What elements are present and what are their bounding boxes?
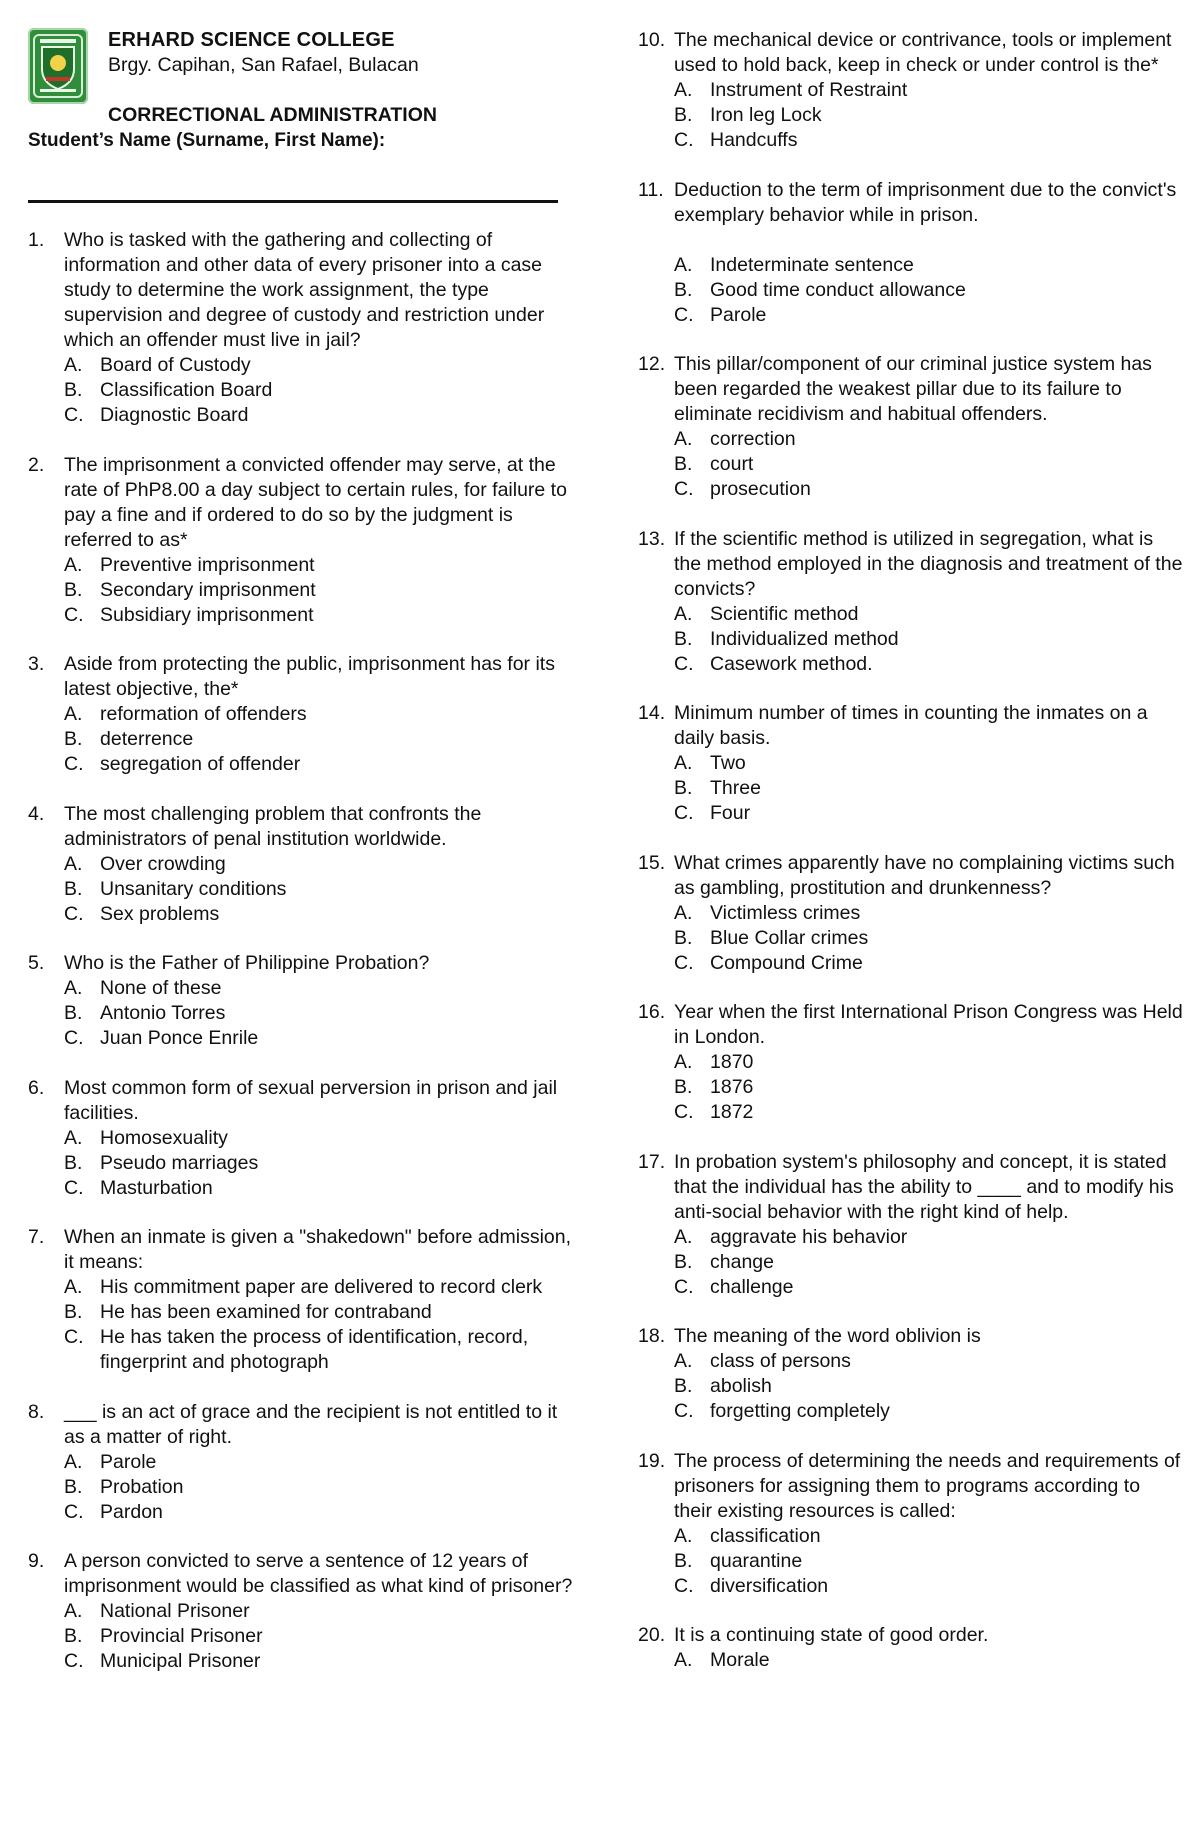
choice-text: Casework method. bbox=[710, 652, 873, 675]
choice-text: Individualized method bbox=[710, 627, 899, 650]
question-number: 3. bbox=[28, 653, 45, 675]
choice-text: Sex problems bbox=[100, 902, 220, 925]
question-number: 10. bbox=[638, 29, 666, 51]
answer-choice[interactable] bbox=[28, 1151, 573, 1176]
question-text: When an inmate is given a "shakedown" before admission, it means: bbox=[64, 1226, 572, 1273]
question-item bbox=[638, 1623, 1183, 1673]
question-stem bbox=[638, 1000, 1183, 1050]
choice-letter: B. bbox=[64, 1002, 83, 1024]
question-item bbox=[638, 527, 1183, 677]
answer-choice[interactable] bbox=[28, 553, 573, 578]
choice-letter: A. bbox=[674, 1649, 693, 1671]
choice-letter: C. bbox=[64, 1027, 84, 1049]
choice-text: Masturbation bbox=[100, 1176, 213, 1199]
answer-choice[interactable] bbox=[638, 901, 1183, 926]
choice-text: Three bbox=[710, 777, 761, 799]
answer-choice[interactable] bbox=[638, 477, 1183, 502]
question-number: 5. bbox=[28, 952, 45, 974]
question-number: 18. bbox=[638, 1325, 666, 1347]
choice-letter: A. bbox=[674, 1524, 693, 1547]
choice-text: 1870 bbox=[710, 1051, 754, 1073]
question-item bbox=[638, 701, 1183, 826]
choice-letter: A. bbox=[674, 79, 693, 101]
choice-text: Probation bbox=[100, 1475, 184, 1498]
choice-letter: B. bbox=[64, 728, 83, 750]
answer-choice[interactable] bbox=[28, 378, 573, 403]
answer-choice[interactable] bbox=[28, 1126, 573, 1151]
question-stem bbox=[28, 951, 573, 976]
choice-letter: B. bbox=[64, 1625, 83, 1647]
question-number: 1. bbox=[28, 229, 45, 251]
question-number: 14. bbox=[638, 702, 666, 724]
question-item bbox=[28, 652, 573, 777]
answer-choice[interactable] bbox=[638, 1349, 1183, 1374]
choice-text: Morale bbox=[710, 1649, 770, 1671]
choice-letter: A. bbox=[64, 703, 83, 725]
answer-choice[interactable] bbox=[28, 1649, 573, 1674]
question-text: Most common form of sexual perversion in prison and jail facilities. bbox=[64, 1076, 558, 1124]
choice-text: change bbox=[710, 1250, 774, 1273]
answer-choice[interactable] bbox=[28, 1300, 573, 1325]
subject-title: CORRECTIONAL ADMINISTRATION bbox=[108, 104, 437, 126]
choice-text: Instrument of Restraint bbox=[710, 79, 908, 101]
question-stem bbox=[28, 1076, 573, 1126]
college-address: Brgy. Capihan, San Rafael, Bulacan bbox=[108, 54, 419, 76]
question-number: 20. bbox=[638, 1624, 666, 1646]
answer-choice[interactable] bbox=[638, 602, 1183, 627]
choice-text: Antonio Torres bbox=[100, 1002, 226, 1024]
question-text: Year when the first International Prison Congress was Held in London. bbox=[674, 1001, 1183, 1048]
choice-text: His commitment paper are delivered to record clerk bbox=[100, 1276, 543, 1298]
answer-choice[interactable] bbox=[638, 103, 1183, 128]
question-text: The mechanical device or contrivance, tools or implement used to hold back, keep in check or under control is the* bbox=[674, 29, 1172, 76]
choice-letter: C. bbox=[64, 1500, 84, 1523]
choice-text: Victimless crimes bbox=[710, 901, 861, 924]
choice-letter: B. bbox=[674, 777, 693, 799]
answer-choice[interactable] bbox=[638, 951, 1183, 976]
answer-choice[interactable] bbox=[638, 1549, 1183, 1574]
choice-letter: B. bbox=[64, 578, 83, 601]
answer-choice[interactable] bbox=[28, 578, 573, 603]
choice-letter: A. bbox=[64, 852, 83, 875]
choice-text: Scientific method bbox=[710, 602, 859, 625]
question-item bbox=[638, 1324, 1183, 1424]
answer-choice[interactable] bbox=[638, 776, 1183, 801]
question-stem bbox=[28, 652, 573, 702]
question-item bbox=[28, 1076, 573, 1201]
answer-choice[interactable] bbox=[638, 926, 1183, 951]
choice-text: Pardon bbox=[100, 1500, 163, 1523]
answer-choice[interactable] bbox=[28, 403, 573, 428]
choice-text: classification bbox=[710, 1524, 821, 1547]
choice-letter: B. bbox=[674, 926, 693, 949]
choice-letter: C. bbox=[64, 902, 84, 925]
answer-choice[interactable] bbox=[28, 603, 573, 628]
choice-letter: B. bbox=[674, 1375, 693, 1397]
choice-letter: C. bbox=[64, 753, 84, 775]
choice-text: court bbox=[710, 453, 754, 475]
answer-choice[interactable] bbox=[28, 1475, 573, 1500]
question-stem bbox=[638, 701, 1183, 751]
choice-text: aggravate his behavior bbox=[710, 1225, 908, 1248]
answer-choice[interactable] bbox=[28, 752, 573, 777]
choice-letter: A. bbox=[674, 1350, 693, 1372]
question-item bbox=[28, 1225, 573, 1375]
choice-letter: C. bbox=[674, 478, 694, 500]
student-name-label: Student’s Name (Surname, First Name): bbox=[28, 130, 386, 151]
student-name-blank-line[interactable] bbox=[28, 200, 558, 203]
choice-text: None of these bbox=[100, 977, 222, 999]
choice-letter: B. bbox=[64, 1151, 83, 1174]
answer-choice[interactable] bbox=[638, 1399, 1183, 1424]
choice-letter: C. bbox=[674, 303, 694, 326]
question-stem bbox=[638, 1623, 1183, 1648]
choice-text: correction bbox=[710, 428, 796, 450]
answer-choice[interactable] bbox=[28, 976, 573, 1001]
question-stem bbox=[638, 352, 1183, 427]
choice-letter: B. bbox=[674, 1250, 693, 1273]
question-stem bbox=[28, 228, 573, 353]
choice-letter: C. bbox=[674, 1400, 694, 1422]
answer-choice[interactable] bbox=[28, 877, 573, 902]
choice-letter: A. bbox=[674, 1225, 693, 1248]
question-stem bbox=[28, 1400, 573, 1450]
question-text: ___ is an act of grace and the recipient is not entitled to it as a matter of right. bbox=[64, 1400, 558, 1448]
choice-text: Two bbox=[710, 752, 746, 774]
question-item bbox=[28, 802, 573, 927]
choice-letter: A. bbox=[64, 354, 83, 376]
choice-letter: C. bbox=[674, 1101, 694, 1123]
answer-choice[interactable] bbox=[28, 1325, 573, 1375]
choice-text: abolish bbox=[710, 1375, 772, 1397]
choice-letter: B. bbox=[64, 379, 83, 401]
answer-choice[interactable] bbox=[28, 727, 573, 752]
question-text: If the scientific method is utilized in segregation, what is the method employed in the diagnosis and treatment of the convicts? bbox=[674, 527, 1183, 600]
answer-choice[interactable] bbox=[28, 1176, 573, 1201]
choice-letter: C. bbox=[674, 802, 694, 824]
question-stem bbox=[638, 28, 1183, 78]
question-text: Who is the Father of Philippine Probation? bbox=[64, 952, 430, 974]
question-item bbox=[28, 228, 573, 428]
answer-choice[interactable] bbox=[28, 353, 573, 378]
answer-choice[interactable] bbox=[638, 1524, 1183, 1549]
question-stem bbox=[28, 453, 573, 553]
answer-choice[interactable] bbox=[638, 1275, 1183, 1300]
questions-left-column bbox=[28, 228, 573, 1699]
question-number: 4. bbox=[28, 802, 45, 825]
choice-letter: C. bbox=[64, 603, 84, 626]
choice-text: Diagnostic Board bbox=[100, 404, 249, 426]
choice-text: deterrence bbox=[100, 728, 194, 750]
choice-text: Provincial Prisoner bbox=[100, 1625, 263, 1647]
choice-letter: A. bbox=[674, 1051, 693, 1073]
question-text: It is a continuing state of good order. bbox=[674, 1624, 989, 1646]
choice-text: Pseudo marriages bbox=[100, 1151, 259, 1174]
choice-letter: A. bbox=[64, 553, 83, 576]
question-item bbox=[28, 453, 573, 628]
college-name: ERHARD SCIENCE COLLEGE bbox=[108, 29, 395, 51]
choice-text: Blue Collar crimes bbox=[710, 926, 869, 949]
choice-text: Good time conduct allowance bbox=[710, 278, 966, 301]
choice-letter: C. bbox=[64, 1326, 84, 1348]
choice-letter: A. bbox=[674, 602, 693, 625]
choice-text: Over crowding bbox=[100, 852, 226, 875]
question-number: 17. bbox=[638, 1150, 666, 1173]
choice-letter: A. bbox=[674, 901, 693, 924]
choice-letter: B. bbox=[64, 1475, 83, 1498]
answer-choice[interactable] bbox=[638, 1648, 1183, 1673]
question-text: What crimes apparently have no complaining victims such as gambling, prostitution and drunkenness? bbox=[674, 851, 1175, 899]
question-text: The imprisonment a convicted offender may serve, at the rate of PhP8.00 a day subject to certain rules, for failure to pay a fine and if ordered to do so by the judgment is referred to as* bbox=[64, 453, 567, 551]
choice-letter: B. bbox=[674, 278, 693, 301]
question-stem bbox=[638, 1324, 1183, 1349]
question-text: In probation system's philosophy and concept, it is stated that the individual has the ability to ____ and to modify his anti-social behavior with the right kind of help. bbox=[674, 1150, 1174, 1223]
choice-text: Juan Ponce Enrile bbox=[100, 1027, 259, 1049]
question-text: Deduction to the term of imprisonment due to the convict's exemplary behavior while in prison. bbox=[674, 178, 1177, 226]
question-stem bbox=[28, 1225, 573, 1275]
answer-choice[interactable] bbox=[638, 78, 1183, 103]
question-stem bbox=[638, 178, 1183, 228]
question-number: 12. bbox=[638, 353, 666, 375]
answer-choice[interactable] bbox=[638, 1374, 1183, 1399]
choice-text: He has been examined for contraband bbox=[100, 1301, 432, 1323]
answer-choice[interactable] bbox=[638, 801, 1183, 826]
question-stem bbox=[28, 802, 573, 852]
question-text: The meaning of the word oblivion is bbox=[674, 1325, 981, 1347]
choice-letter: A. bbox=[64, 1600, 83, 1622]
question-item bbox=[28, 951, 573, 1051]
choice-text: He has taken the process of identification, record, fingerprint and photograph bbox=[100, 1326, 529, 1373]
question-item bbox=[638, 1000, 1183, 1125]
choice-text: Board of Custody bbox=[100, 354, 251, 376]
choice-text: Four bbox=[710, 802, 751, 824]
choice-text: forgetting completely bbox=[710, 1400, 890, 1422]
answer-choice[interactable] bbox=[638, 1225, 1183, 1250]
answer-choice[interactable] bbox=[28, 1599, 573, 1624]
answer-choice[interactable] bbox=[638, 1075, 1183, 1100]
question-number: 11. bbox=[638, 178, 664, 201]
choice-text: Parole bbox=[710, 303, 767, 326]
question-item bbox=[638, 178, 1183, 328]
question-text: A person convicted to serve a sentence of 12 years of imprisonment would be classified as what kind of prisoner? bbox=[64, 1550, 573, 1597]
answer-choice[interactable] bbox=[28, 1624, 573, 1649]
question-number: 13. bbox=[638, 527, 666, 550]
answer-choice[interactable] bbox=[28, 1275, 573, 1300]
answer-choice[interactable] bbox=[638, 751, 1183, 776]
answer-choice[interactable] bbox=[28, 852, 573, 877]
choice-text: Iron leg Lock bbox=[710, 104, 822, 126]
answer-choice[interactable] bbox=[638, 452, 1183, 477]
question-stem bbox=[638, 1150, 1183, 1225]
choice-text: 1872 bbox=[710, 1101, 754, 1123]
choice-letter: A. bbox=[64, 977, 83, 999]
question-number: 6. bbox=[28, 1076, 45, 1099]
question-number: 7. bbox=[28, 1226, 45, 1248]
choice-letter: C. bbox=[674, 129, 694, 151]
choice-letter: A. bbox=[64, 1126, 83, 1149]
question-text: The process of determining the needs and requirements of prisoners for assigning them to programs according to their existing resources is called: bbox=[674, 1449, 1181, 1522]
answer-choice[interactable] bbox=[28, 1001, 573, 1026]
choice-letter: A. bbox=[674, 253, 693, 276]
question-stem bbox=[638, 851, 1183, 901]
choice-text: class of persons bbox=[710, 1350, 851, 1372]
answer-choice[interactable] bbox=[638, 427, 1183, 452]
choice-letter: B. bbox=[64, 877, 83, 900]
question-stem bbox=[638, 527, 1183, 602]
question-number: 16. bbox=[638, 1001, 666, 1023]
choice-letter: C. bbox=[674, 951, 694, 974]
answer-choice[interactable] bbox=[28, 1500, 573, 1525]
choice-letter: C. bbox=[64, 1650, 84, 1672]
answer-choice[interactable] bbox=[638, 278, 1183, 303]
answer-choice[interactable] bbox=[638, 1050, 1183, 1075]
choice-letter: B. bbox=[674, 453, 693, 475]
answer-choice[interactable] bbox=[638, 1100, 1183, 1125]
question-number: 2. bbox=[28, 453, 45, 476]
choice-text: Parole bbox=[100, 1450, 157, 1473]
choice-letter: A. bbox=[674, 428, 693, 450]
choice-text: prosecution bbox=[710, 478, 811, 500]
question-stem bbox=[28, 1549, 573, 1599]
question-text: The most challenging problem that confronts the administrators of penal institution worldwide. bbox=[64, 802, 482, 850]
choice-text: segregation of offender bbox=[100, 753, 301, 775]
question-number: 19. bbox=[638, 1449, 666, 1472]
question-item bbox=[638, 1150, 1183, 1300]
choice-text: Unsanitary conditions bbox=[100, 877, 287, 900]
choice-text: reformation of offenders bbox=[100, 703, 307, 725]
question-text: This pillar/component of our criminal justice system has been regarded the weakest pillar due to its failure to eliminate recidivism and habitual offenders. bbox=[674, 353, 1152, 425]
choice-text: Subsidiary imprisonment bbox=[100, 603, 314, 626]
choice-text: Compound Crime bbox=[710, 951, 863, 974]
choice-letter: C. bbox=[64, 404, 84, 426]
choice-text: Municipal Prisoner bbox=[100, 1650, 261, 1672]
choice-letter: C. bbox=[674, 652, 694, 675]
answer-choice[interactable] bbox=[638, 1574, 1183, 1599]
question-item bbox=[638, 28, 1183, 153]
answer-choice[interactable] bbox=[28, 1026, 573, 1051]
question-text: Aside from protecting the public, imprisonment has for its latest objective, the* bbox=[64, 653, 555, 700]
question-number: 15. bbox=[638, 851, 666, 874]
question-stem bbox=[638, 1449, 1183, 1524]
choice-text: quarantine bbox=[710, 1549, 803, 1572]
choice-letter: B. bbox=[674, 627, 693, 650]
answer-choice[interactable] bbox=[638, 303, 1183, 328]
choice-letter: B. bbox=[64, 1301, 83, 1323]
question-item bbox=[28, 1549, 573, 1674]
question-text: Minimum number of times in counting the inmates on a daily basis. bbox=[674, 702, 1148, 749]
choice-text: National Prisoner bbox=[100, 1600, 250, 1622]
choice-letter: A. bbox=[64, 1276, 83, 1298]
school-seal-icon bbox=[28, 28, 88, 104]
choice-letter: C. bbox=[674, 1275, 694, 1298]
choice-text: Classification Board bbox=[100, 379, 273, 401]
answer-choice[interactable] bbox=[638, 128, 1183, 153]
answer-choice[interactable] bbox=[28, 1450, 573, 1475]
choice-text: challenge bbox=[710, 1275, 794, 1298]
answer-choice[interactable] bbox=[638, 627, 1183, 652]
answer-choice[interactable] bbox=[638, 253, 1183, 278]
answer-choice[interactable] bbox=[638, 1250, 1183, 1275]
choice-letter: B. bbox=[674, 1549, 693, 1572]
choice-letter: B. bbox=[674, 104, 693, 126]
choice-letter: A. bbox=[674, 752, 693, 774]
question-item bbox=[638, 851, 1183, 976]
choice-letter: A. bbox=[64, 1450, 83, 1473]
question-number: 9. bbox=[28, 1550, 45, 1572]
choice-text: Indeterminate sentence bbox=[710, 253, 914, 276]
choice-text: Secondary imprisonment bbox=[100, 578, 316, 601]
question-item bbox=[638, 1449, 1183, 1599]
choice-text: Handcuffs bbox=[710, 129, 798, 151]
answer-choice[interactable] bbox=[28, 702, 573, 727]
choice-letter: B. bbox=[674, 1076, 693, 1098]
question-text: Who is tasked with the gathering and collecting of information and other data of every prisoner into a case study to determine the work assignment, the type supervision and degree of custody and restriction under which an offender must live in jail? bbox=[64, 229, 545, 351]
choice-letter: C. bbox=[64, 1176, 84, 1199]
question-item bbox=[28, 1400, 573, 1525]
choice-text: Homosexuality bbox=[100, 1126, 228, 1149]
questions-right-column bbox=[638, 28, 1183, 1698]
answer-choice[interactable] bbox=[28, 902, 573, 927]
choice-text: Preventive imprisonment bbox=[100, 553, 315, 576]
question-number: 8. bbox=[28, 1400, 45, 1423]
choice-text: 1876 bbox=[710, 1076, 754, 1098]
choice-letter: C. bbox=[674, 1574, 694, 1597]
question-item bbox=[638, 352, 1183, 502]
choice-text: diversification bbox=[710, 1574, 829, 1597]
answer-choice[interactable] bbox=[638, 652, 1183, 677]
